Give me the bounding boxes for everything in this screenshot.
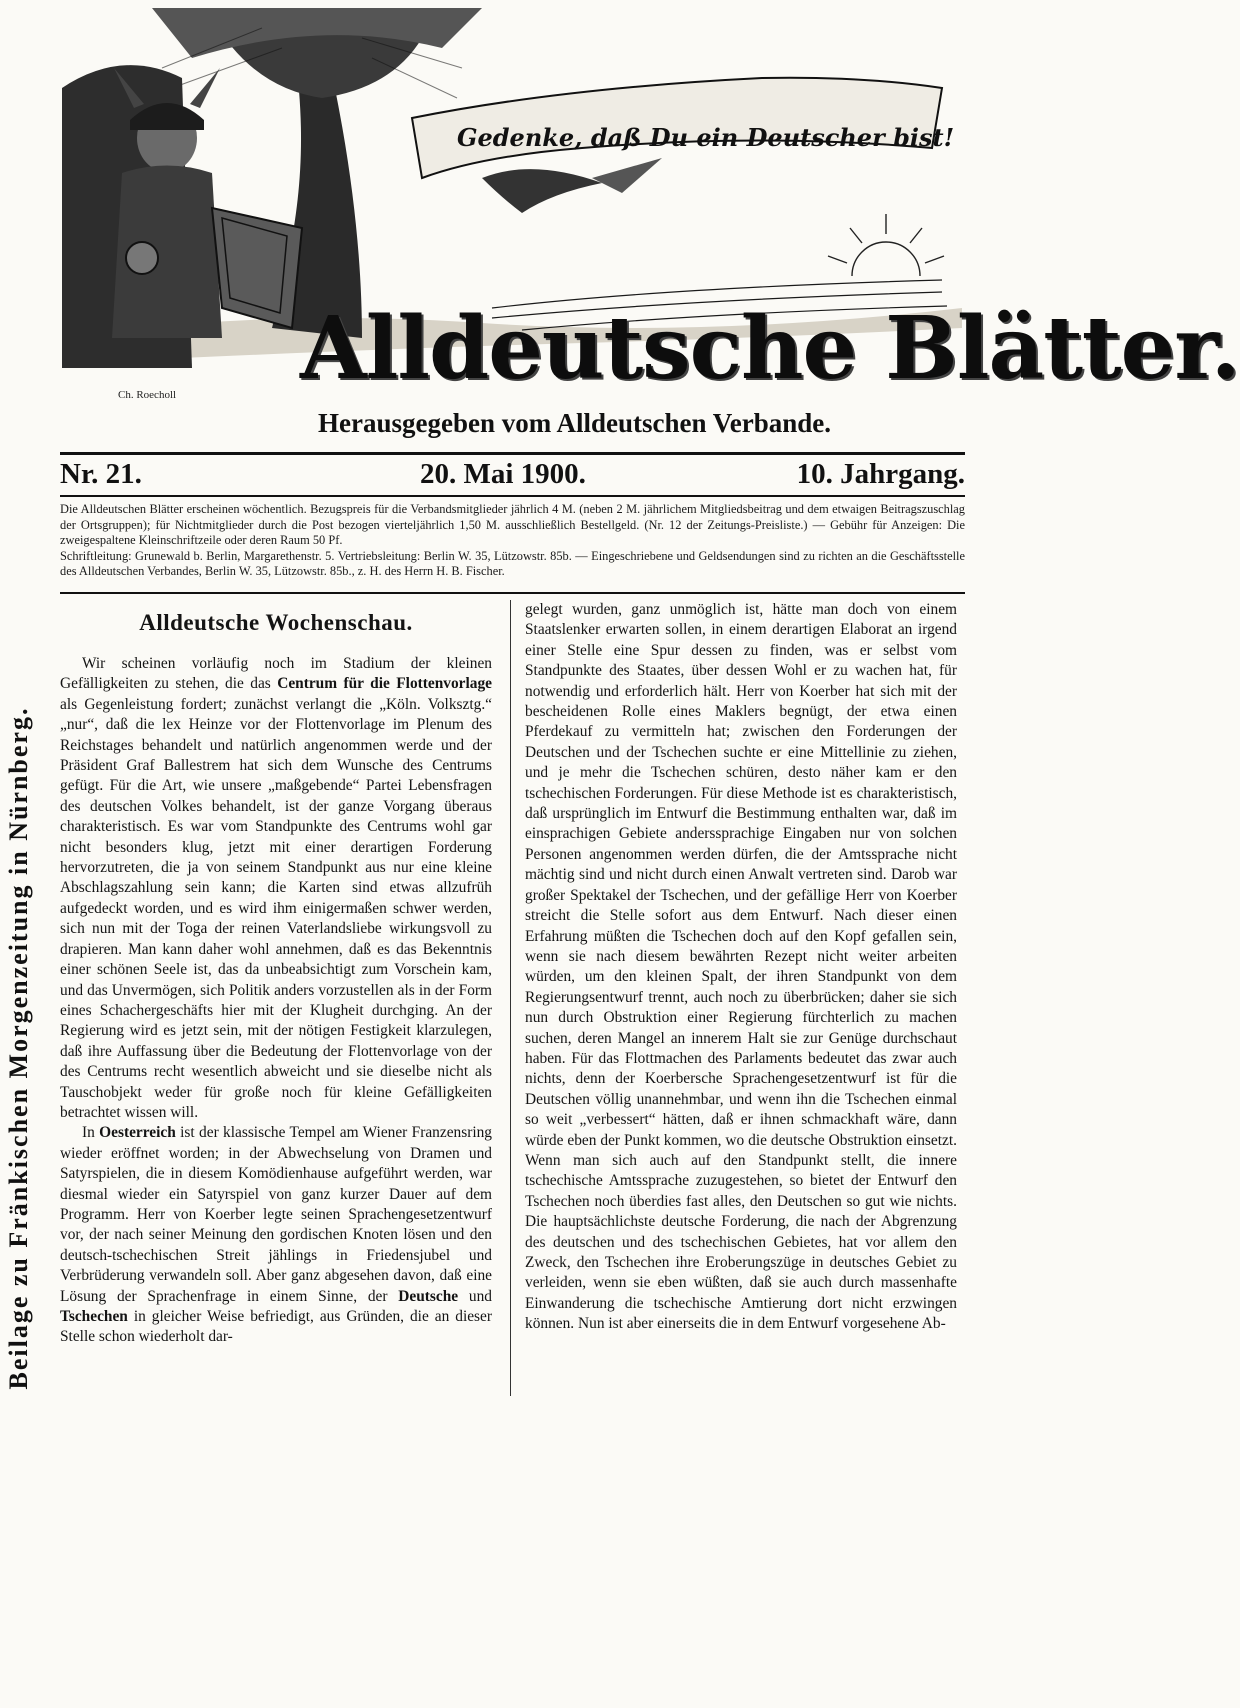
newspaper-title: Alldeutsche Blätter. xyxy=(300,298,1240,399)
article-column-right xyxy=(525,600,957,1400)
column-divider xyxy=(510,600,511,1396)
issue-date: 20. Mai 1900. xyxy=(420,458,586,490)
notice-rule xyxy=(60,592,965,594)
article-paragraph-1: Wir scheinen vorläufig noch im Stadium der kleinen Gefälligkeiten zu stehen, die das Centrum für die Flottenvorlage als Gegenleistung fordert; zunächst verlangt die „Köln. Volksztg.“ „nur“, daß die lex Heinze vor der Flottenvorlage im Plenum des Reichstages behandelt und natürlich angenommen werde und der Präsident Graf Ballestrem hat sich dem Wunsche des Centrums gefügt. Für die Art, wie unsere „maßgebende“ Partei Lebensfragen des deutschen Volkes behandelt, ist der ganze Vorgang überaus charakteristisch. Es war vom Standpunkte des Centrums wohl gar nicht besonders klug, jetzt mit einer derartigen Forderung hervorzutreten, die ja von seinem Standpunkt aus nur eine kleine Abschlagszahlung sein kann; die Karten sind etwas allzufrüh aufgedeckt worden, und es wird ihm einigermaßen schwer werden, sich nun mit der Toga der reinen Vaterlandsliebe wirkungsvoll zu drapieren. Man kann daher wohl annehmen, daß es das Bekenntnis einer schönen Seele ist, das da unbeabsichtigt zum Vorschein kam, und das Unvermögen, sich Politik anders vorzustellen als in der Form eines Schachergeschäfts hier mit der Klugheit durchging. An der Regierung wird es jetzt sein, mit der nötigen Festigkeit klarzulegen, daß ihre Auffassung über die Bedeutung der Flottenvorlage von der des Centrums recht wesentlich abweicht und sie dieselbe nicht als Tauschobjekt weder für große noch für kleine Gefälligkeiten betrachtet wissen will. xyxy=(60,655,492,1121)
bottom-rule xyxy=(60,495,965,497)
sun-icon xyxy=(828,214,944,276)
article-paragraph-3: gelegt wurden, ganz unmöglich ist, hätte man doch von einem Staatslenker erwarten sollen, in einem derartigen Elaborat an irgend einer Stelle eine Spur dessen zu finden, was er selbst vom Standpunkte des Staates, über dessen Wohl er zu wachen hat, für notwendig und erforderlich hält. Herr von Koerber hat sich mit der bescheidenen Rolle eines Maklers begnügt, der etwa einen Pferdekauf zu vermitteln hat; zwischen den Forderungen der Deutschen und der Tschechen suchte er eine Mittellinie zu ziehen, und je mehr die Tschechen schüren, desto näher kam er den tschechischen Forderungen. Für diese Methode ist es charakteristisch, daß ursprünglich im Entwurf die Bestimmung enthalten war, daß im einsprachigen Gebiete anderssprachige Eingaben nur von solchen Personen angenommen werden dürfen, die der Amtssprache nicht mächtig sind und nicht durch einen Anwalt vertreten sind. Darob war großer Spektakel der Tschechen, und der gefällige Herr von Koerber streicht die Stelle sofort aus dem Entwurf. Nach dieser einen Erfahrung müßten die Tschechen doch auf den Kopf gefallen sein, wenn sie nach diesem bewährten Rezept nicht weiter arbeiten würden, um den kleinen Spalt, der ihren Standpunkt von dem Regierungsentwurf trennt, auch noch zu überbrücken; daher sie sich nun durch Obstruktion einer Regierung fürchterlich zu machen suchen, deren Mangel an innerem Halt sie zur Genüge durchschaut haben. Für das Flottmachen des Parlaments bedeutet das zwar auch nichts, denn der Koerbersche Sprachengesetzentwurf ist für die Deutschen völlig unannehmbar, und wenn ihn die Tschechen einmal so weit „verbessert“ hätten, daß er ihnen schmackhaft wäre, dann würde eben der Punkt kommen, wo die deutsche Obstruktion einsetzt. Wenn man sich auch auf den Standpunkt stellt, die innere tschechische Amtssprache zuzugestehen, so bietet der Entwurf den Tschechen noch überdies fast alles, den Deutschen so gut wie nichts. Die hauptsächlichste deutsche Forderung, die nach der Abgrenzung des deutschen und des tschechischen Gebietes, hat vor allem den Zweck, den Tschechen ihre Eroberungszüge in deutsches Gebiet zu verleiden, wenn sie eben wüßten, daß sie auch durch massenhafte Einwanderung die tschechische Amtierung dort nicht erzwingen können. Nun ist aber einerseits die in dem Entwurf vorgesehene Ab- xyxy=(525,601,957,1333)
notice-line-1: Die Alldeutschen Blätter erscheinen wöchentlich. Bezugspreis für die Verbandsmitglieder jährlich 4 M. (neben 2 M. jährlichem Mitgliedsbeitrag und dem etwaigen Beitragszuschlag der Ortsgruppen); für Nichtmitglieder durch die Post bezogen vierteljährlich 1,50 M. ausschließlich Bestellgeld. (Nr. 12 der Zeitungs-Preisliste.) — Gebühr für Anzeigen: Die zweigespaltene Kleinschriftzeile oder deren Raum 50 Pf. xyxy=(60,502,965,548)
newspaper-subtitle: Herausgegeben vom Alldeutschen Verbande. xyxy=(318,408,832,438)
article-column-left xyxy=(60,600,492,1400)
notice-line-2: Schriftleitung: Grunewald b. Berlin, Margarethenstr. 5. Vertriebsleitung: Berlin W. 35, Lützowstr. 85b. — Eingeschriebene und Geldsendungen sind zu richten an die Geschäftsstelle des Alldeutschen Verbandes, Berlin W. 35, Lützowstr. 85b., z. H. des Herrn H. B. Fischer. xyxy=(60,548,965,579)
supplement-note: Beilage zu Fränkischen Morgenzeitung in Nürnberg. xyxy=(4,706,33,1390)
subscription-notice xyxy=(60,502,965,580)
top-rule xyxy=(60,452,965,455)
banner-motto: Gedenke, daß Du ein Deutscher bist! xyxy=(457,123,955,152)
issue-volume: 10. Jahrgang. xyxy=(796,458,965,490)
emphasis-centrum: Centrum für die Flottenvorlage xyxy=(277,675,492,693)
issue-number: Nr. 21. xyxy=(60,458,142,490)
artist-signature: Ch. Roecholl xyxy=(118,389,177,401)
article-paragraph-2: In Oesterreich ist der klassische Tempel am Wiener Franzensring wieder eröffnet worden; in der Abwechselung von Dramen und Satyrspielen, die in diesem Komödienhause aufgeführt werden, war diesmal wieder ein Satyrspiel von ganz kurzer Dauer auf dem Programm. Herr von Koerber legte seinen Sprachengesetzentwurf vor, der nach seiner Meinung den gordischen Knoten lösen und den deutsch-tschechischen Streit jählings in Friedensjubel und Verbrüderung verwandeln soll. Aber ganz abgesehen davon, daß eine Lösung der Sprachenfrage in einem Sinne, der Deutsche und Tschechen in gleicher Weise befriedigt, aus Gründen, die an dieser Stelle schon wiederholt dar- xyxy=(60,1124,493,1346)
issue-info xyxy=(60,458,965,498)
emphasis-oesterreich: Oesterreich xyxy=(99,1124,176,1142)
article-headline: Alldeutsche Wochenschau. xyxy=(139,610,413,635)
